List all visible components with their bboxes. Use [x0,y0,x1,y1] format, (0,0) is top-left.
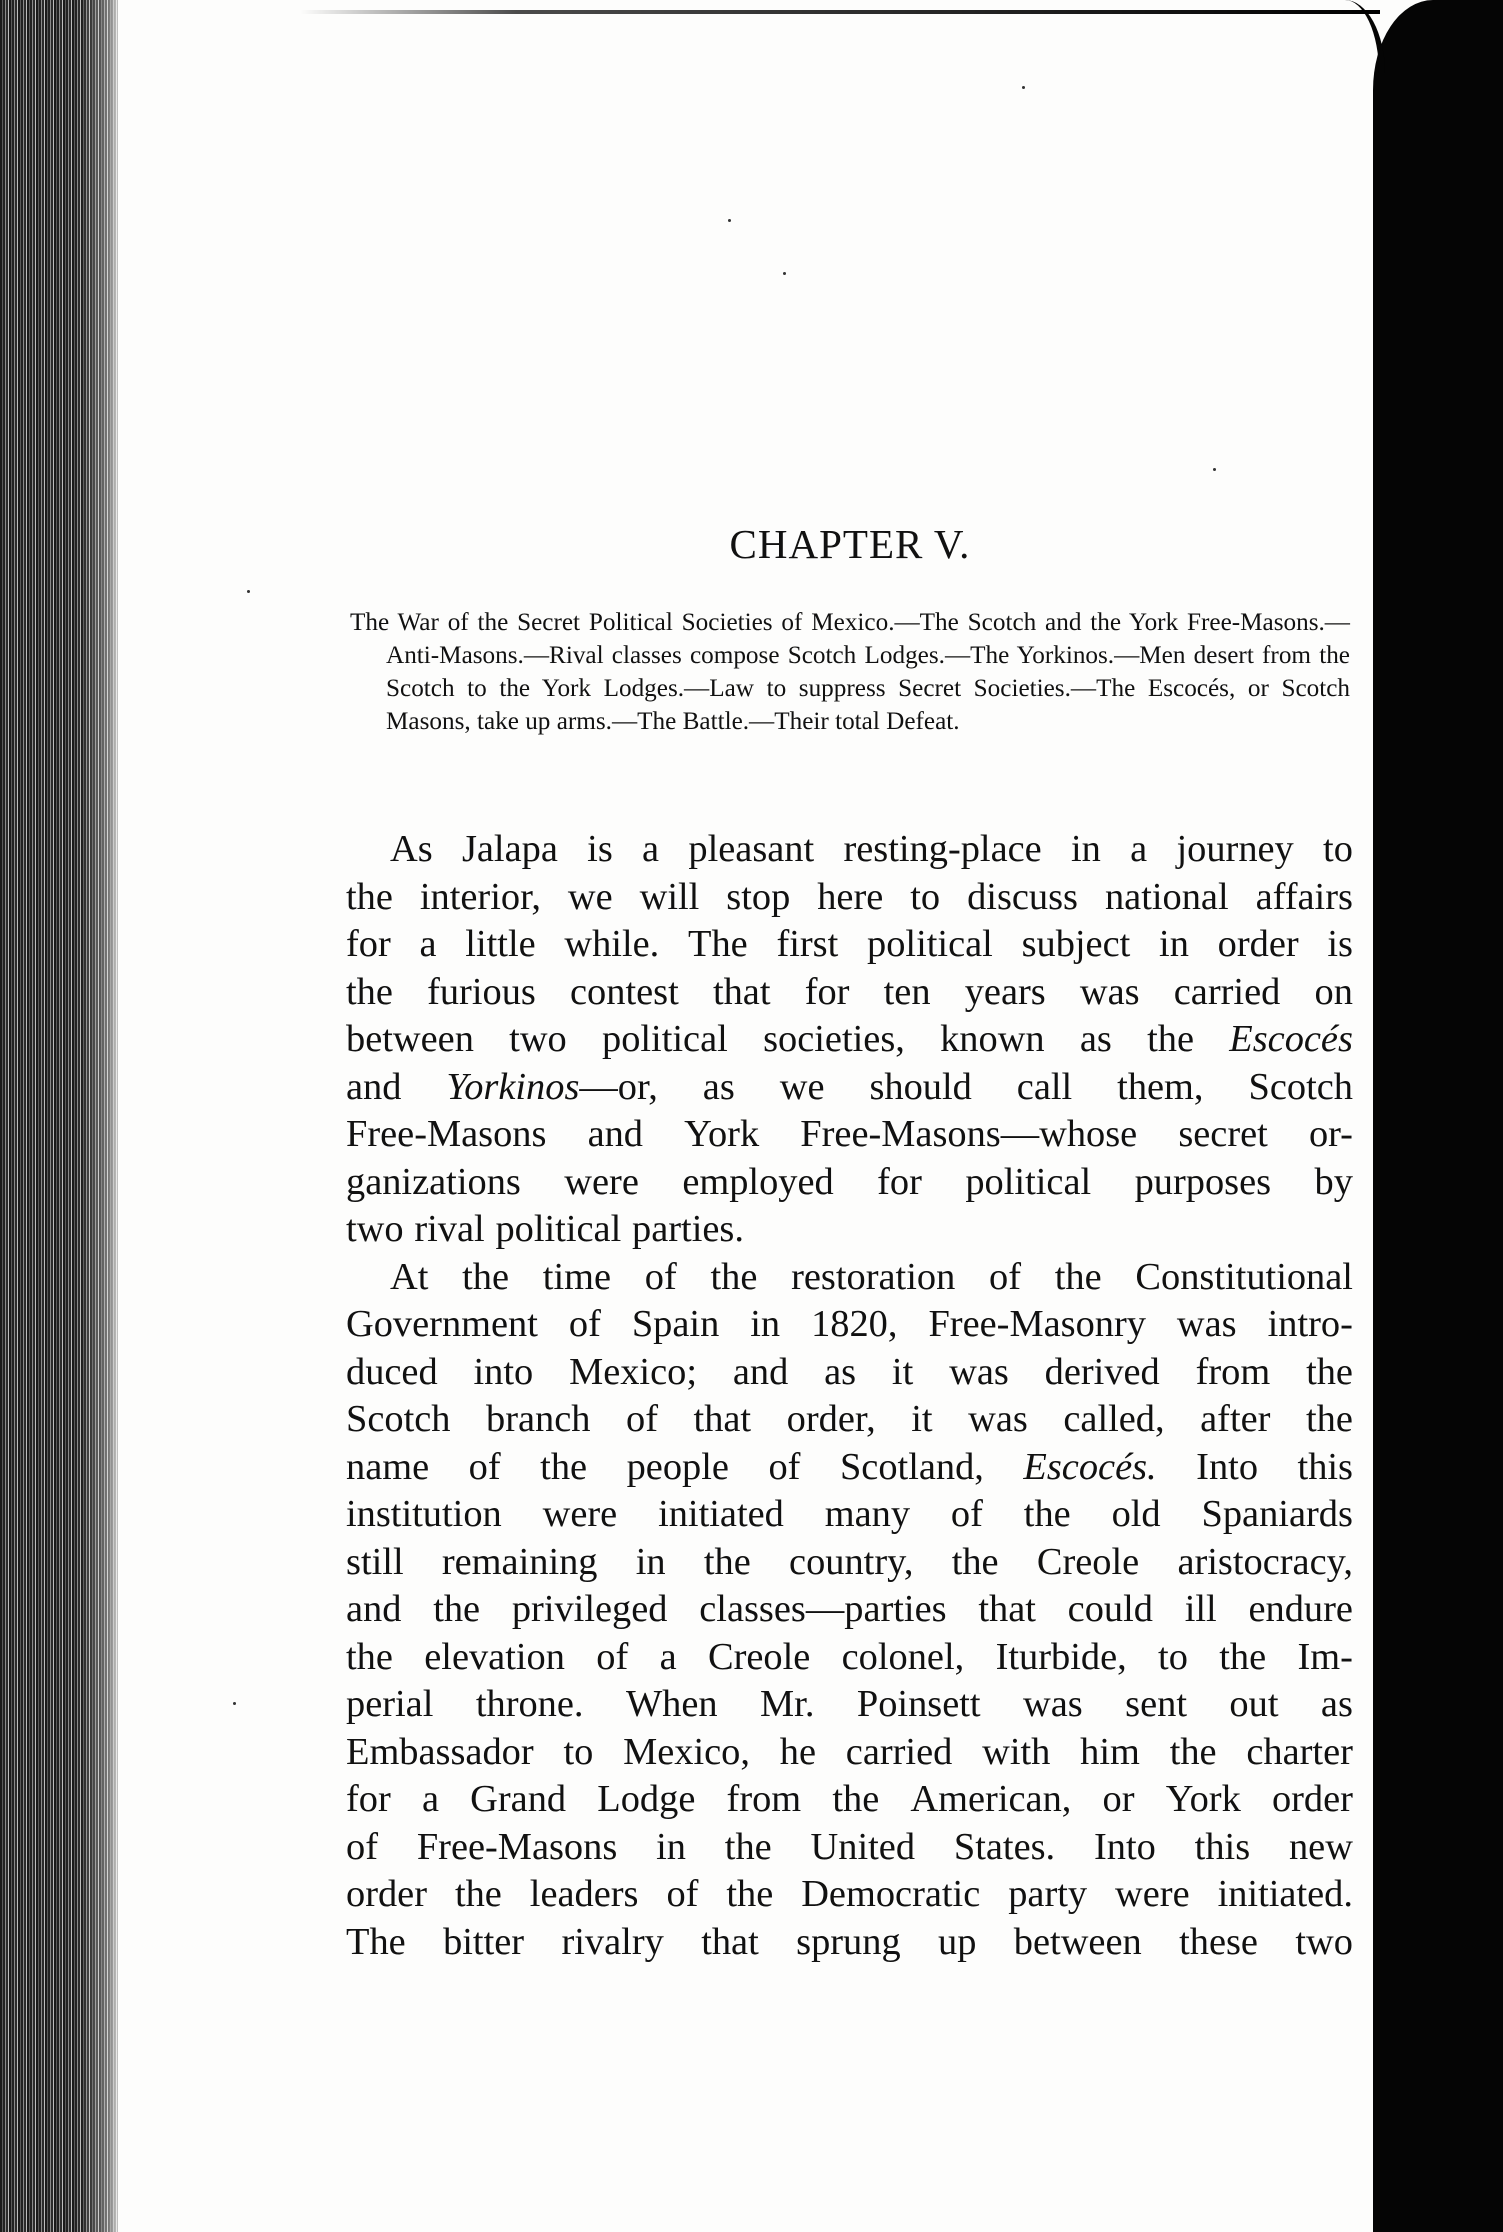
text-line: ganizations were employed for political purposes by [346,1160,1353,1203]
page-top-edge [300,10,1380,14]
text-line: As Jalapa is a pleasant resting-place in a journey to [390,828,1353,870]
text-line: perial throne. When Mr. Poinsett was sent out as [346,1683,1353,1725]
text-line: name of the people of Scotland, Escocés. Into this [346,1445,1353,1488]
text-line: for a Grand Lodge from the American, or York order [346,1778,1353,1820]
text-line: At the time of the restoration of the Constitutional [390,1255,1353,1298]
text-line: The bitter rivalry that sprung up between these two [346,1920,1353,1963]
chapter-summary: The War of the Secret Political Societies of Mexico.—The Scotch and the York Free-Masons.—Anti-Masons.—Rival classes compose Scotch Lodges.—The Yorkinos.—Men desert from the Scotch to the York Lodges.—Law to suppress Secret Societies.—The Escocés, or Scotch Masons, take up arms.—The Battle.—Their total Defeat. [350,609,1350,735]
text-line: for a little while. The first political subject in order is [346,923,1353,965]
text-line: and the privileged classes—parties that could ill endure [346,1588,1353,1630]
chapter-title: CHAPTER V. [729,521,971,567]
body-text [346,826,1353,1966]
paragraph-2 [346,1254,1353,1967]
text-line: the furious contest that for ten years was carried on [346,970,1353,1013]
text-line: order the leaders of the Democratic party were initiated. [346,1873,1353,1915]
text-line: institution were initiated many of the old Spaniards [346,1493,1353,1535]
text-line: and Yorkinos—or, as we should call them, Scotch [346,1065,1353,1108]
text-line: two rival political parties. [346,1208,744,1250]
text-line: Scotch branch of that order, it was called, after the [346,1398,1353,1440]
text-line: duced into Mexico; and as it was derived from the [346,1350,1353,1393]
text-line: Government of Spain in 1820, Free-Masonry was intro- [346,1303,1353,1345]
text-line: still remaining in the country, the Creole aristocracy, [346,1540,1353,1583]
text-line: Embassador to Mexico, he carried with him the charter [346,1730,1353,1773]
text-line: of Free-Masons in the United States. Into this new [346,1825,1353,1868]
text-line: Free-Masons and York Free-Masons—whose secret or- [346,1113,1353,1155]
paragraph-1 [346,826,1353,1254]
text-line: between two political societies, known as the Escocés [346,1018,1353,1060]
text-line: the interior, we will stop here to discuss national affairs [346,875,1353,918]
page-edge-shadow [1373,0,1503,2232]
text-line: the elevation of a Creole colonel, Iturbide, to the Im- [346,1635,1353,1678]
